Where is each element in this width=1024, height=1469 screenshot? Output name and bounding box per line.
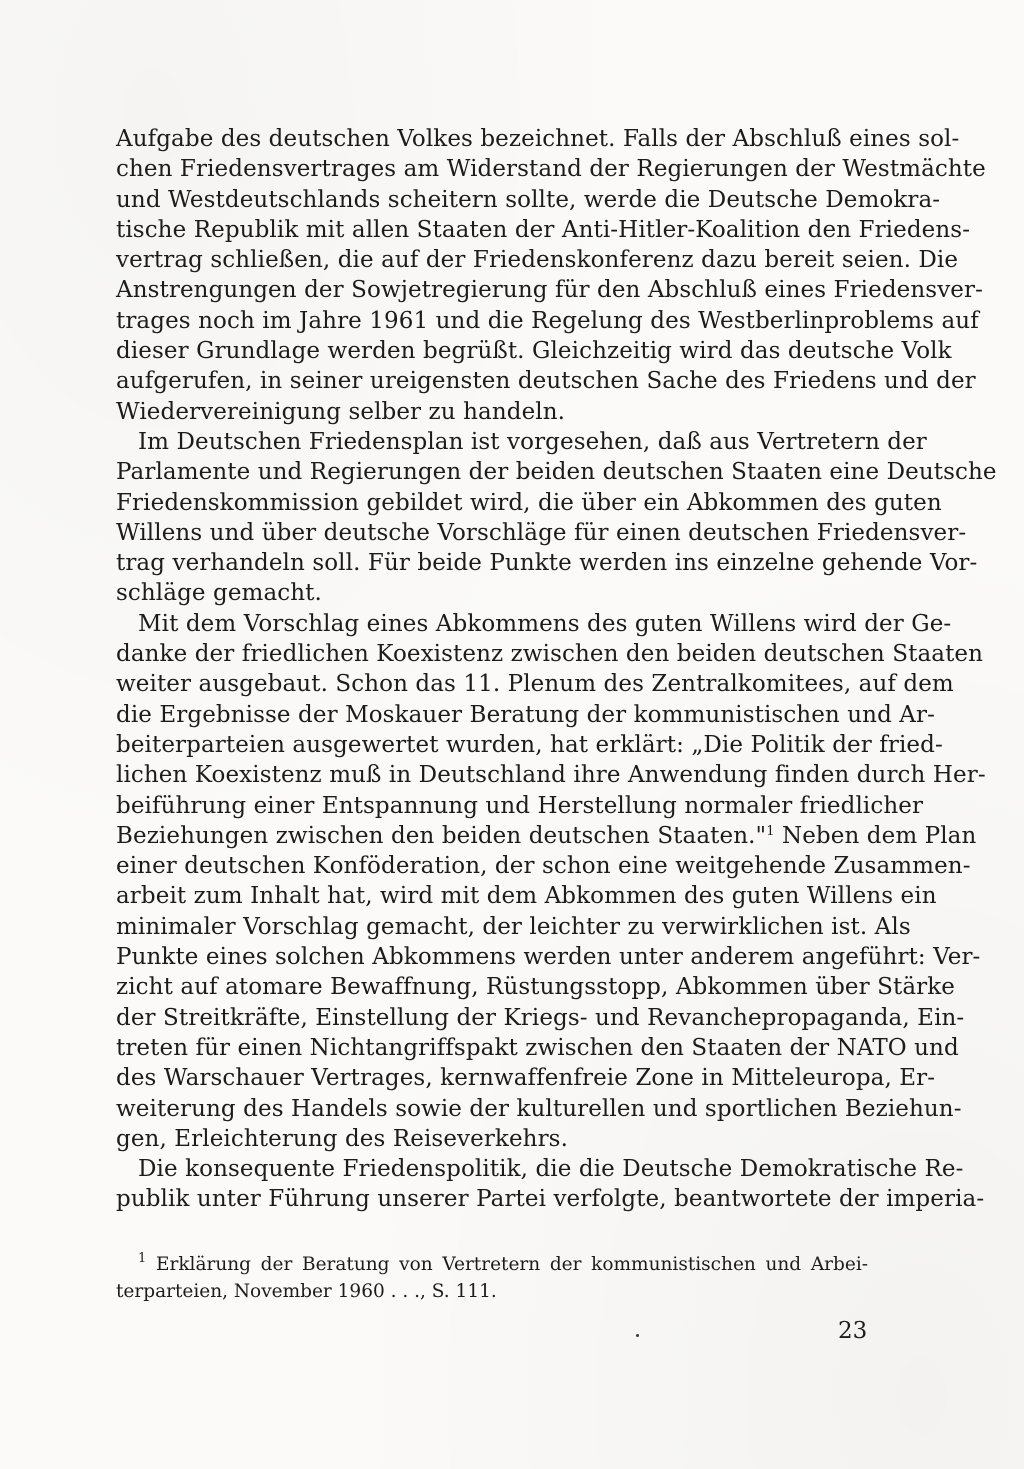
text-line: Die konsequente Friedenspolitik, die die Deutsche Demokratische Re- xyxy=(138,1156,964,1183)
text-line: weiter ausgebaut. Schon das 11. Plenum des Zentralkomitees, auf dem xyxy=(116,671,954,698)
body-text xyxy=(116,124,997,1215)
text-line: Anstrengungen der Sowjetregierung für den Abschluß eines Friedensver- xyxy=(116,277,983,304)
footnote-text: Erklärung der Beratung von Vertretern der kommunistischen und Arbei- xyxy=(155,1254,868,1275)
text-line: die Ergebnisse der Moskauer Beratung der kommunistischen und Ar- xyxy=(116,701,935,728)
text-line: Mit dem Vorschlag eines Abkommens des guten Willens wird der Ge- xyxy=(138,610,952,637)
text-line: einer deutschen Konföderation, der schon eine weitgehende Zusammen- xyxy=(116,853,971,880)
text-line: schläge gemacht. xyxy=(116,580,322,607)
text-line: tische Republik mit allen Staaten der Anti-Hitler-Koalition den Friedens- xyxy=(116,216,971,243)
text-line: minimaler Vorschlag gemacht, der leichter zu verwirklichen ist. Als xyxy=(116,913,911,940)
paragraph-2 xyxy=(116,427,997,609)
footnote-line xyxy=(116,1251,868,1278)
text-line: gen, Erleichterung des Reiseverkehrs. xyxy=(116,1125,568,1152)
footnote-marker: 1 xyxy=(138,1251,147,1266)
text-line: trag verhandeln soll. Für beide Punkte werden ins einzelne gehende Vor- xyxy=(116,550,978,577)
text-line: aufgerufen, in seiner ureigensten deutschen Sache des Friedens und der xyxy=(116,368,976,395)
text-line: dieser Grundlage werden begrüßt. Gleichzeitig wird das deutsche Volk xyxy=(116,338,952,365)
text-line: Punkte eines solchen Abkommens werden unter anderem angeführt: Ver- xyxy=(116,944,981,971)
footnote xyxy=(116,1251,868,1305)
text-line: zicht auf atomare Bewaffnung, Rüstungsstopp, Abkommen über Stärke xyxy=(116,974,956,1001)
footnote-reference[interactable]: 1 xyxy=(766,823,775,839)
paragraph-1 xyxy=(116,124,986,427)
text-line: Aufgabe des deutschen Volkes bezeichnet. Falls der Abschluß eines sol- xyxy=(116,126,960,152)
text-line: Willens und über deutsche Vorschläge für einen deutschen Friedensver- xyxy=(116,519,967,546)
text-line: arbeit zum Inhalt hat, wird mit dem Abkommen des guten Willens ein xyxy=(116,883,937,910)
text-line: treten für einen Nichtangriffspakt zwischen den Staaten der NATO und xyxy=(116,1034,959,1061)
paragraph-3 xyxy=(116,609,986,1154)
paragraph-4 xyxy=(116,1154,985,1215)
text-line: beiterparteien ausgewertet wurden, hat erklärt: „Die Politik der fried- xyxy=(116,731,943,758)
text-line: des Warschauer Vertrages, kernwaffenfreie Zone in Mitteleuropa, Er- xyxy=(116,1065,936,1092)
text-line: der Streitkräfte, Einstellung der Kriegs- und Revanchepropaganda, Ein- xyxy=(116,1004,965,1031)
text-line: und Westdeutschlands scheitern sollte, werde die Deutsche Demokra- xyxy=(116,186,941,213)
text-line: vertrag schließen, die auf der Friedenskonferenz dazu bereit seien. Die xyxy=(116,247,959,274)
text-line: danke der friedlichen Koexistenz zwischen den beiden deutschen Staaten xyxy=(116,641,984,668)
text-line: weiterung des Handels sowie der kulturellen und sportlichen Beziehun- xyxy=(116,1095,962,1122)
text-segment: Neben dem Plan xyxy=(774,822,977,849)
ink-speck xyxy=(636,1334,639,1337)
text-line-with-footnote-ref xyxy=(116,821,977,851)
page-number: 23 xyxy=(838,1318,868,1344)
footnote-line: terparteien, November 1960 . . ., S. 111. xyxy=(116,1281,497,1302)
text-segment: Beziehungen zwischen den beiden deutschen Staaten." xyxy=(116,822,767,849)
text-line: Wiedervereinigung selber zu handeln. xyxy=(116,398,566,425)
text-line: trages noch im Jahre 1961 und die Regelung des Westberlinproblems auf xyxy=(116,307,979,334)
text-line: chen Friedensvertrages am Widerstand der Regierungen der Westmächte xyxy=(116,156,986,183)
text-line: lichen Koexistenz muß in Deutschland ihre Anwendung finden durch Her- xyxy=(116,762,986,789)
text-line: Parlamente und Regierungen der beiden deutschen Staaten eine Deutsche xyxy=(116,459,997,486)
text-line: Im Deutschen Friedensplan ist vorgesehen, daß aus Vertretern der xyxy=(138,428,927,455)
text-line: publik unter Führung unserer Partei verfolgte, beantwortete der imperia- xyxy=(116,1186,985,1213)
text-line: Friedenskommission gebildet wird, die über ein Abkommen des guten xyxy=(116,489,942,516)
text-line: beiführung einer Entspannung und Herstellung normaler friedlicher xyxy=(116,792,924,819)
